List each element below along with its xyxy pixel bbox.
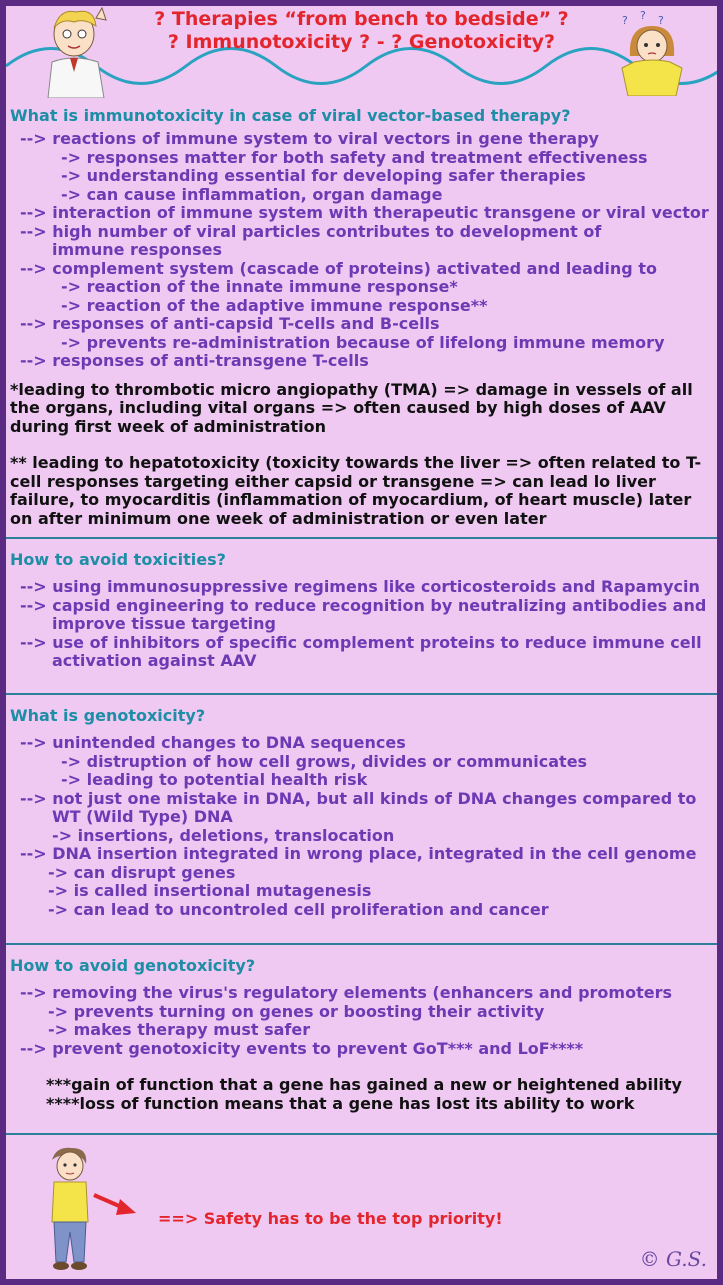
list-item: --> complement system (cascade of proteins) activated and leading to <box>20 258 657 278</box>
avoid-genotoxicity-list <box>10 984 717 1058</box>
section-heading: How to avoid toxicities? <box>10 550 226 569</box>
list-item: --> using immunosuppressive regimens like corticosteroids and Rapamycin <box>20 577 700 596</box>
list-item: improve tissue targeting <box>52 614 276 633</box>
list-item: -> insertions, deletions, translocation <box>52 825 395 845</box>
section-avoid-genotoxicity <box>6 956 717 1113</box>
list-item: -> can lead to uncontroled cell proliferation and cancer <box>48 899 549 919</box>
list-item: --> reactions of immune system to viral vectors in gene therapy <box>20 129 599 148</box>
list-item: -> can disrupt genes <box>48 862 236 882</box>
list-item: WT (Wild Type) DNA <box>52 807 233 826</box>
list-item: -> can cause inflammation, organ damage <box>61 184 443 204</box>
list-item: --> removing the virus's regulatory elements (enhancers and promoters <box>20 983 672 1002</box>
immunotoxicity-list <box>10 130 717 371</box>
list-item: --> prevent genotoxicity events to prevent GoT*** and LoF**** <box>20 1038 584 1058</box>
section-divider <box>6 943 717 945</box>
footnote-tma: *leading to thrombotic micro angiopathy (TMA) => damage in vessels of all the organs, including vital organs => often caused by high doses of AAV during first week of administration <box>10 379 693 436</box>
list-item: -> responses matter for both safety and treatment effectiveness <box>61 147 648 167</box>
list-item: --> capsid engineering to reduce recognition by neutralizing antibodies and <box>20 595 707 615</box>
standing-boy-icon <box>42 1146 98 1272</box>
genotoxicity-list <box>10 734 717 919</box>
section-heading: How to avoid genotoxicity? <box>10 956 256 975</box>
section-immunotoxicity <box>6 106 717 528</box>
list-item: --> DNA insertion integrated in wrong place, integrated in the cell genome <box>20 844 697 863</box>
section-avoid-toxicities <box>6 550 717 671</box>
list-item: -> prevents turning on genes or boosting their activity <box>48 1001 545 1021</box>
list-item: -> prevents re-administration because of lifelong immune memory <box>61 332 665 352</box>
safety-priority-text: ==> Safety has to be the top priority! <box>158 1209 503 1228</box>
list-item: immune responses <box>52 240 223 259</box>
copyright-mark: © G.S. <box>639 1247 707 1271</box>
list-item: --> high number of viral particles contributes to development of <box>20 221 602 241</box>
avoid-toxicities-list <box>10 578 717 671</box>
title-line-2: ? Immunotoxicity ? - ? Genotoxicity? <box>167 31 556 53</box>
scientist-boy-icon <box>36 6 120 98</box>
svg-text:?: ? <box>640 10 646 22</box>
svg-text:?: ? <box>622 14 628 27</box>
list-item: -> makes therapy must safer <box>48 1020 311 1039</box>
footnote-gain-of-function: ***gain of function that a gene has gained a new or heightened ability <box>46 1075 682 1094</box>
list-item: -> reaction of the innate immune response* <box>61 277 458 296</box>
section-heading: What is genotoxicity? <box>10 706 206 725</box>
list-item: --> responses of anti-capsid T-cells and B-cells <box>20 314 440 333</box>
list-item: --> use of inhibitors of specific complement proteins to reduce immune cell <box>20 632 702 652</box>
footnote-loss-of-function: ****loss of function means that a gene has lost its ability to work <box>46 1093 635 1113</box>
header <box>6 6 717 98</box>
list-item: --> responses of anti-transgene T-cells <box>20 351 369 370</box>
section-divider <box>6 537 717 539</box>
red-arrow-icon <box>92 1189 138 1219</box>
list-item: -> reaction of the adaptive immune response** <box>61 295 488 315</box>
section-divider <box>6 693 717 695</box>
section-genotoxicity <box>6 706 717 919</box>
footnote-hepatotoxicity: ** leading to hepatotoxicity (toxicity towards the liver => often related to T-cell responses targeting either capsid or transgene => can lead lo liver failure, to myocarditis (inflammation of myocardium, of heart muscle) later on after minimum one week of administration or even later <box>10 453 702 528</box>
list-item: --> interaction of immune system with therapeutic transgene or viral vector <box>20 203 709 222</box>
list-item: -> understanding essential for developing safer therapies <box>61 166 586 185</box>
section-divider <box>6 1133 717 1135</box>
list-item: -> is called insertional mutagenesis <box>48 881 372 900</box>
list-item: --> not just one mistake in DNA, but all kinds of DNA changes compared to <box>20 788 697 808</box>
list-item: --> unintended changes to DNA sequences <box>20 733 406 752</box>
section-heading: What is immunotoxicity in case of viral vector-based therapy? <box>10 106 571 125</box>
svg-text:?: ? <box>658 14 664 27</box>
title-line-1: ? Therapies “from bench to bedside” ? <box>154 8 569 30</box>
list-item: activation against AAV <box>52 651 257 670</box>
confused-girl-icon <box>616 10 688 96</box>
list-item: -> distruption of how cell grows, divides or communicates <box>61 751 588 771</box>
list-item: -> leading to potential health risk <box>61 770 368 789</box>
